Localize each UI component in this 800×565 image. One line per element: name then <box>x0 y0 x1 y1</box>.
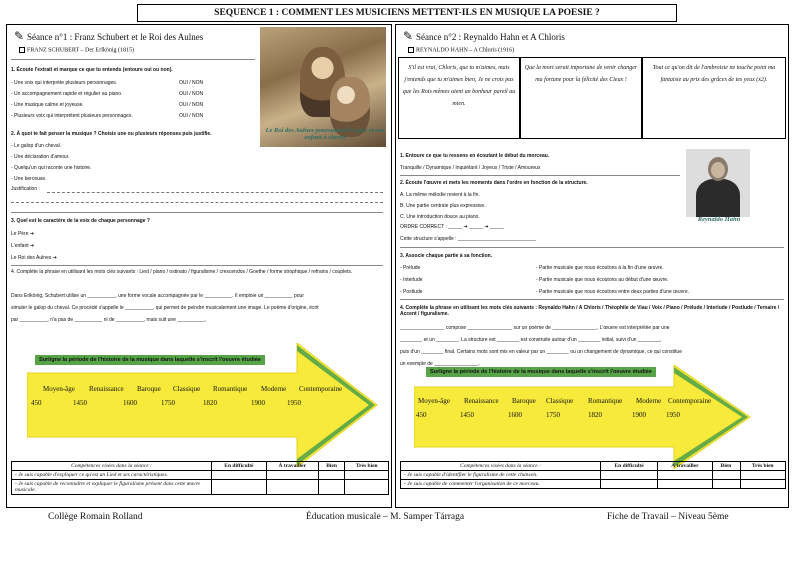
q4-line: ________ et un ________. La structure est ________ est construite autour d'un ________ initial, suivi d'un ________, <box>400 337 662 343</box>
divider <box>400 175 680 176</box>
table-row <box>401 471 786 480</box>
q1-options[interactable]: Tranquille / Dynamique / Inquiétant / Joyeux / Triste / Amoureux <box>400 165 541 171</box>
question-2: 2. Écoute l'œuvre et mets les moments dans l'ordre en fonction de la structure. <box>400 180 588 186</box>
year-label: 1950 <box>666 411 680 419</box>
answer-line[interactable] <box>11 202 383 203</box>
competency-text: - Je suis capable d'identifier le figuralisme de cette chanson. <box>401 471 601 480</box>
session-title: Séance n°2 : Reynaldo Hahn et A Chloris <box>416 32 565 42</box>
session-title: Séance n°1 : Franz Schubert et le Roi des Aulnes <box>27 32 204 42</box>
timeline-label: Surligne la période de l'histoire de la musique dans laquelle s'inscrit l'oeuvre étudiée <box>35 355 265 365</box>
checkbox-cell[interactable] <box>318 471 345 480</box>
table-row <box>401 480 786 489</box>
divider <box>400 247 784 248</box>
period-label[interactable]: Romantique <box>213 385 248 393</box>
period-label[interactable]: Classique <box>173 385 201 393</box>
footer-school: Collège Romain Rolland <box>48 512 143 522</box>
portrait-image <box>686 149 750 217</box>
period-label[interactable]: Classique <box>546 397 574 405</box>
period-label[interactable]: Moyen-âge <box>418 397 450 405</box>
checkbox-cell[interactable] <box>740 480 786 489</box>
period-label[interactable]: Baroque <box>512 397 536 405</box>
competency-text: - Je suis capable de reconnaître et expliquer le figuralisme présent dans cette œuvre musicale. <box>12 480 212 495</box>
box-icon <box>408 47 414 53</box>
q3-right: - Partie musicale que nous écoutons au début d'une œuvre. <box>536 277 669 283</box>
checkbox-cell[interactable] <box>601 471 658 480</box>
competency-text: - Je suis capable d'expliquer ce qu'est un Lied et ses caractéristiques. <box>12 471 212 480</box>
footer-course: Éducation musicale – M. Samper Tárraga <box>306 512 465 522</box>
table-header: Très bien <box>345 462 389 471</box>
session-heading <box>11 29 203 44</box>
q2-item: B. Une partie centrale plus expressive. <box>400 203 486 209</box>
q1-item: - Une musique calme et joyeuse. <box>11 102 84 108</box>
right-worksheet-panel <box>395 24 789 508</box>
checkbox-cell[interactable] <box>212 480 267 495</box>
footer-level: Fiche de Travail – Niveau 5ème <box>607 512 729 522</box>
question-4: 4. Complète la phrase en utilisant les mots clés suivants : Reynaldo Hahn / A Chloris / Théophile de Viau / Voix / Piano / Prélude / Interlude / Postlude / Ternaire / Accent / figuralisme. <box>400 305 780 317</box>
q2-item: - Quelqu'un qui raconte une histoire. <box>11 165 92 171</box>
checkbox-cell[interactable] <box>266 480 318 495</box>
year-label: 1950 <box>287 399 301 407</box>
q2-item: - Une déclaration d'amour. <box>11 154 70 160</box>
session-heading <box>400 29 565 44</box>
q3-item: Le Roi des Aulnes ➔ <box>11 255 57 261</box>
q4-line: Dans Erlkönig, Schubert utilise un __________, une forme vocale accompagnée par le __________. Il emploie un __________ pour <box>11 293 304 299</box>
competency-table <box>11 461 389 495</box>
poem-stanza: Tout ce qu'on dit de l'ambroisie ne touche point ma fantaisie au prix des grâces de tes yeux (x2). <box>642 57 786 139</box>
question-1: 1. Écoute l'extrait et marque ce que tu entends (entoure oui ou non). <box>11 67 173 73</box>
q1-item: - Plusieurs voix qui interprètent plusieurs personnages. <box>11 113 133 119</box>
table-header: À travailler <box>266 462 318 471</box>
q4-line: ________________ compose ________________ sur un poème de ________________. L'œuvre est interprétée par une <box>400 325 670 331</box>
checkbox-cell[interactable] <box>318 480 345 495</box>
pen-icon: ✎ <box>402 29 414 43</box>
period-label[interactable]: Renaissance <box>464 397 499 405</box>
year-label: 1450 <box>460 411 474 419</box>
poem-stanza: Que la mort serait importune de venir changer ma fortune pour la félicité des Cieux ! <box>520 57 642 139</box>
checkbox-cell[interactable] <box>658 471 712 480</box>
page-title: SEQUENCE 1 : COMMENT LES MUSICIENS METTENT-ILS EN MUSIQUE LA POESIE ? <box>137 4 677 22</box>
year-label: 450 <box>416 411 427 419</box>
divider <box>11 212 383 213</box>
year-label: 1750 <box>546 411 560 419</box>
year-label: 1750 <box>161 399 175 407</box>
painting-caption: Le Roi des Aulnes poursuivant le père et son enfant à cheval <box>265 127 385 141</box>
table-row <box>12 480 389 495</box>
q1-answer[interactable]: OUI / NON <box>179 80 204 86</box>
q2-item: C. Une introduction douce au piano. <box>400 214 480 220</box>
q1-answer[interactable]: OUI / NON <box>179 91 204 97</box>
table-header: En difficulté <box>601 462 658 471</box>
q3-left: - Prélude <box>400 265 421 271</box>
checkbox-cell[interactable] <box>266 471 318 480</box>
table-header: Bien <box>712 462 740 471</box>
q2-item: - Une berceuse. <box>11 176 47 182</box>
period-label[interactable]: Contemporaine <box>668 397 712 405</box>
question-4: 4. Complète la phrase en utilisant les mots clés suivants : Lied / piano / ostinato / figuralisme / crescendos / Goethe / forme strophique / refrains / couplets. <box>11 269 353 275</box>
year-label: 450 <box>31 399 42 407</box>
q3-item: L'enfant ➔ <box>11 243 35 249</box>
period-label[interactable]: Contemporaine <box>299 385 343 393</box>
divider <box>11 265 383 266</box>
justification-label: Justification : <box>11 186 40 192</box>
q1-answer[interactable]: OUI / NON <box>179 113 204 119</box>
year-label: 1600 <box>508 411 522 419</box>
table-header: Bien <box>318 462 345 471</box>
checkbox-cell[interactable] <box>212 471 267 480</box>
box-icon <box>19 47 25 53</box>
q1-item: - Un accompagnement rapide et régulier au piano. <box>11 91 123 97</box>
q3-right: - Partie musicale que nous écoutons à la fin d'une œuvre. <box>536 265 664 271</box>
question-1: 1. Entoure ce que tu ressens en écoutant le début du morceau. <box>400 153 550 159</box>
year-label: 1900 <box>251 399 265 407</box>
poem-stanza: S'il est vrai, Chloris, que tu m'aimes, mais j'entends que tu m'aimes bien, Je ne crois pas que les Rois mêmes aient un bonheur pareil au mien. <box>398 57 520 139</box>
checkbox-cell[interactable] <box>712 471 740 480</box>
portrait-caption: Reynaldo Hahn <box>697 216 741 223</box>
table-header: Compétences visées dans la séance : <box>12 462 212 471</box>
question-2: 2. À quoi te fait penser la musique ? Choisis une ou plusieurs réponses puis justifie. <box>11 131 212 137</box>
q1-answer[interactable]: OUI / NON <box>179 102 204 108</box>
period-label[interactable]: Romantique <box>588 397 623 405</box>
divider <box>11 59 255 60</box>
work-title: FRANZ SCHUBERT – Der Erlkönig (1815) <box>27 47 135 54</box>
competency-text: - Je suis capable de commenter l'organisation de ce morceau. <box>401 480 601 489</box>
q4-line: un exemple de ________________. <box>400 361 481 367</box>
q4-line: simuler le galop du cheval. Ce procédé s'appelle le __________, qui permet de peindre musicalement une image. Le poème d'origine, écrit <box>11 305 319 311</box>
pen-icon: ✎ <box>13 29 25 43</box>
period-label[interactable]: Moyen-âge <box>43 385 75 393</box>
structure-line[interactable]: Cette structure s'appelle : ____________________________ <box>400 236 536 242</box>
year-label: 1450 <box>73 399 87 407</box>
answer-line[interactable] <box>47 192 383 193</box>
q1-item: - Une voix qui interprète plusieurs personnages. <box>11 80 118 86</box>
period-label[interactable]: Moderne <box>636 397 662 405</box>
table-header: Très bien <box>740 462 786 471</box>
year-label: 1820 <box>203 399 217 407</box>
work-subheading <box>19 47 134 53</box>
q3-right: - Partie musicale que nous écoutons entre deux parties d'une œuvre. <box>536 289 689 295</box>
order-line[interactable]: ORDRE CORRECT : _____ ➔ _____ ➔ _____ <box>400 224 504 230</box>
table-header: En difficulté <box>212 462 267 471</box>
year-label: 1600 <box>123 399 137 407</box>
table-header: À travailler <box>658 462 712 471</box>
question-3: 3. Associe chaque partie à sa fonction. <box>400 253 493 259</box>
work-subheading <box>408 47 514 53</box>
q2-item: A. La même mélodie revient à la fin. <box>400 192 480 198</box>
year-label: 1820 <box>588 411 602 419</box>
competency-table <box>400 461 786 489</box>
period-label[interactable]: Renaissance <box>89 385 124 393</box>
table-header: Compétences visées dans la séance : <box>401 462 601 471</box>
period-label[interactable]: Baroque <box>137 385 161 393</box>
period-label[interactable]: Moderne <box>261 385 287 393</box>
q4-line: puis d'un ________ final. Certains mots sont mis en valeur par un ________ ou un changement de dynamique, ce qui constitue <box>400 349 682 355</box>
divider <box>400 299 784 300</box>
table-row <box>12 471 389 480</box>
question-3: 3. Quel est le caractère de la voix de chaque personnage ? <box>11 218 150 224</box>
year-label: 1900 <box>632 411 646 419</box>
timeline-label: Surligne la période de l'histoire de la musique dans laquelle s'inscrit l'oeuvre étudiée <box>426 367 656 377</box>
checkbox-cell[interactable] <box>601 480 658 489</box>
work-title: REYNALDO HAHN – A Chloris (1916) <box>416 47 515 54</box>
q3-item: Le Père ➔ <box>11 231 35 237</box>
q3-left: - Postlude <box>400 289 423 295</box>
left-worksheet-panel <box>6 24 392 508</box>
checkbox-cell[interactable] <box>345 480 389 495</box>
checkbox-cell[interactable] <box>740 471 786 480</box>
checkbox-cell[interactable] <box>658 480 712 489</box>
q3-left: - Interlude <box>400 277 423 283</box>
q4-line: par __________, n'a pas de __________ ni de __________, mais suit une __________. <box>11 317 207 323</box>
checkbox-cell[interactable] <box>345 471 389 480</box>
checkbox-cell[interactable] <box>712 480 740 489</box>
q2-item: - Le galop d'un cheval. <box>11 143 62 149</box>
